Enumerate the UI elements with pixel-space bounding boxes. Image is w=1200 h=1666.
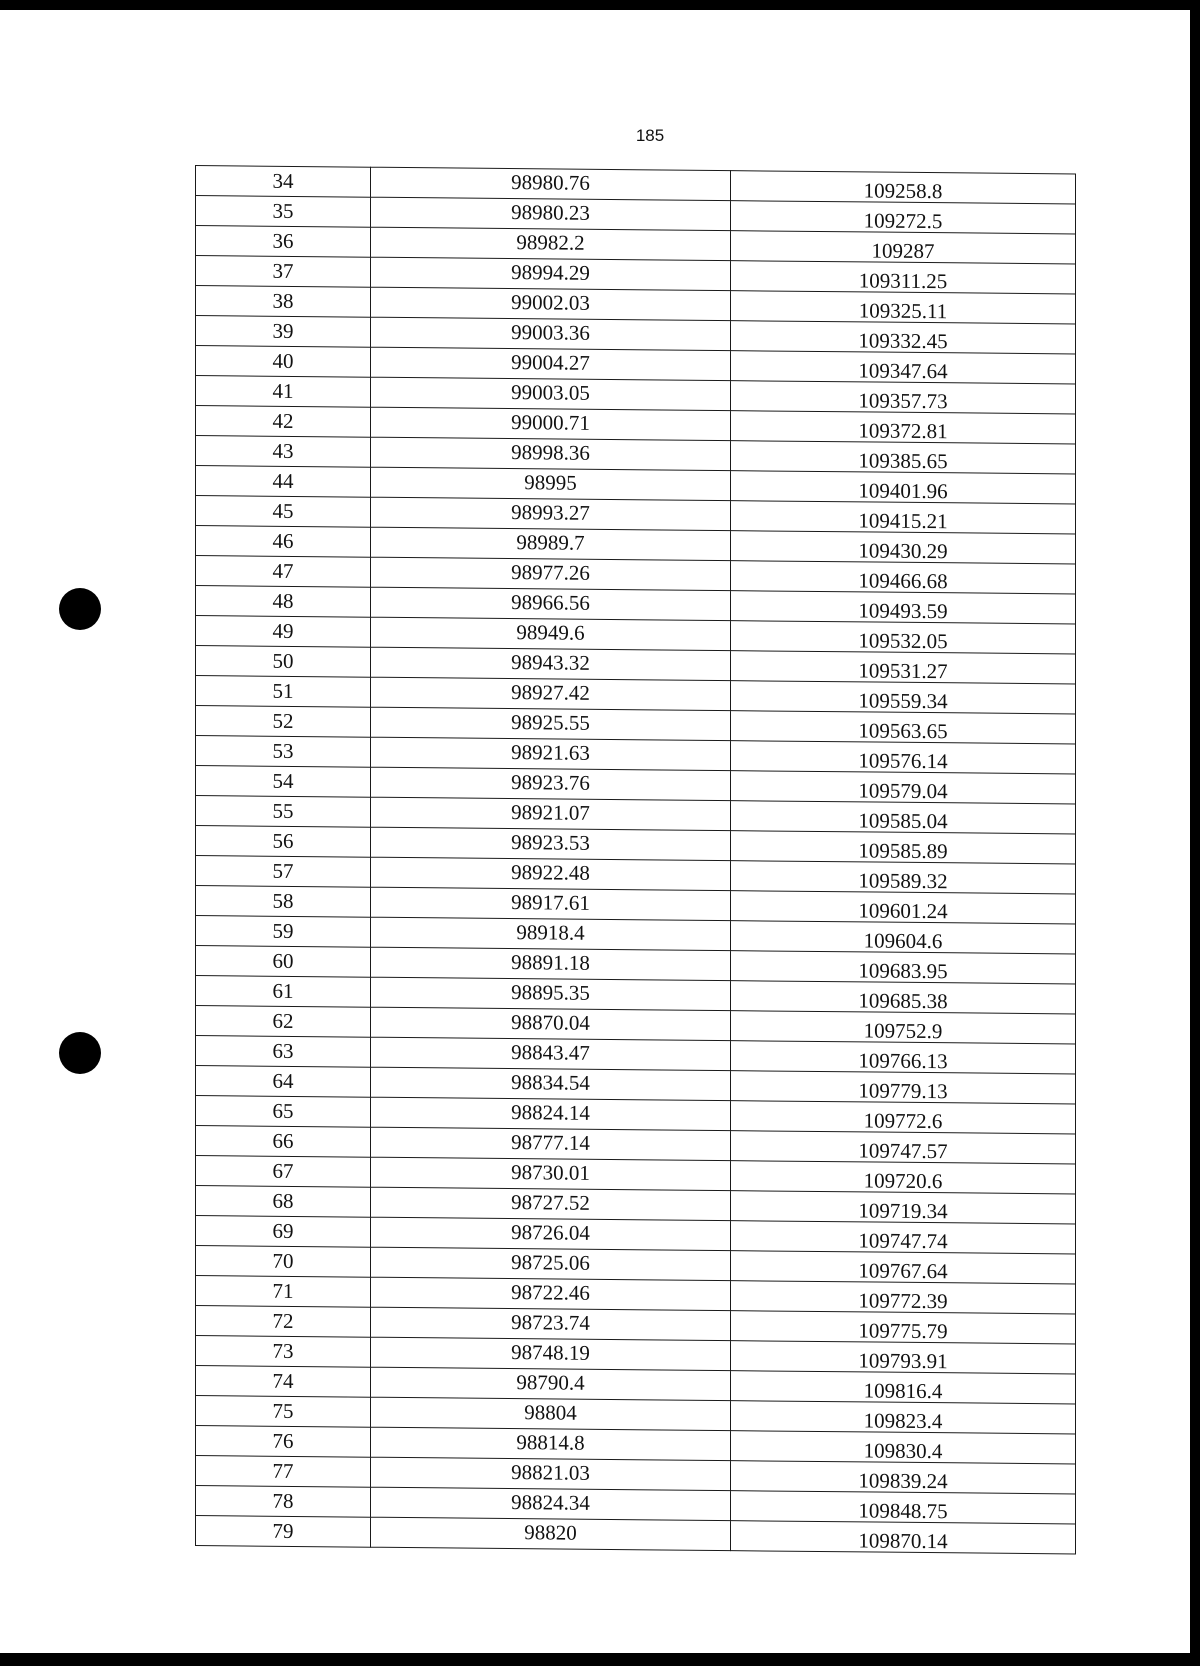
- cell-index: 64: [196, 1066, 371, 1098]
- cell-index: 78: [196, 1486, 371, 1518]
- cell-value-a: 98993.27: [371, 496, 731, 529]
- coordinate-table-wrapper: [195, 165, 1075, 1554]
- cell-value-a: 98725.06: [371, 1246, 731, 1279]
- cell-value-a: 98922.48: [371, 856, 731, 889]
- cell-value-a: 98820: [371, 1516, 731, 1549]
- cell-value-b: 109830.4: [731, 1435, 1076, 1468]
- cell-value-a: 98943.32: [371, 646, 731, 679]
- cell-value-a: 99000.71: [371, 406, 731, 439]
- cell-value-b: 109747.74: [731, 1225, 1076, 1258]
- cell-index: 42: [196, 406, 371, 438]
- cell-value-a: 98980.23: [371, 196, 731, 229]
- cell-value-b: 109372.81: [731, 415, 1076, 448]
- cell-value-b: 109258.8: [731, 175, 1076, 208]
- cell-value-b: 109779.13: [731, 1075, 1076, 1108]
- cell-index: 79: [196, 1516, 371, 1548]
- cell-index: 76: [196, 1426, 371, 1458]
- cell-index: 38: [196, 286, 371, 318]
- cell-value-b: 109775.79: [731, 1315, 1076, 1348]
- cell-value-b: 109719.34: [731, 1195, 1076, 1228]
- cell-value-a: 98925.55: [371, 706, 731, 739]
- cell-index: 34: [196, 166, 371, 198]
- cell-index: 57: [196, 856, 371, 888]
- cell-value-a: 98966.56: [371, 586, 731, 619]
- cell-value-b: 109576.14: [731, 745, 1076, 778]
- cell-index: 49: [196, 616, 371, 648]
- cell-value-b: 109332.45: [731, 325, 1076, 358]
- cell-index: 36: [196, 226, 371, 258]
- document-page: [0, 10, 1190, 1653]
- cell-index: 50: [196, 646, 371, 678]
- cell-index: 44: [196, 466, 371, 498]
- cell-index: 54: [196, 766, 371, 798]
- cell-index: 69: [196, 1216, 371, 1248]
- cell-value-b: 109531.27: [731, 655, 1076, 688]
- cell-index: 74: [196, 1366, 371, 1398]
- cell-value-a: 98804: [371, 1396, 731, 1429]
- cell-value-b: 109493.59: [731, 595, 1076, 628]
- cell-value-b: 109604.6: [731, 925, 1076, 958]
- cell-value-a: 98917.61: [371, 886, 731, 919]
- cell-value-a: 98722.46: [371, 1276, 731, 1309]
- cell-value-b: 109870.14: [731, 1525, 1076, 1558]
- cell-value-a: 99002.03: [371, 286, 731, 319]
- cell-value-b: 109559.34: [731, 685, 1076, 718]
- cell-index: 43: [196, 436, 371, 468]
- cell-value-b: 109589.32: [731, 865, 1076, 898]
- cell-value-a: 98927.42: [371, 676, 731, 709]
- cell-value-b: 109385.65: [731, 445, 1076, 478]
- cell-value-b: 109839.24: [731, 1465, 1076, 1498]
- cell-index: 47: [196, 556, 371, 588]
- cell-index: 77: [196, 1456, 371, 1488]
- cell-value-a: 98777.14: [371, 1126, 731, 1159]
- cell-index: 41: [196, 376, 371, 408]
- cell-value-b: 109772.39: [731, 1285, 1076, 1318]
- cell-value-a: 98843.47: [371, 1036, 731, 1069]
- cell-value-b: 109579.04: [731, 775, 1076, 808]
- cell-value-a: 98730.01: [371, 1156, 731, 1189]
- cell-value-a: 99003.36: [371, 316, 731, 349]
- cell-value-b: 109357.73: [731, 385, 1076, 418]
- cell-index: 70: [196, 1246, 371, 1278]
- cell-value-a: 98748.19: [371, 1336, 731, 1369]
- cell-value-a: 98834.54: [371, 1066, 731, 1099]
- cell-value-a: 98998.36: [371, 436, 731, 469]
- cell-index: 35: [196, 196, 371, 228]
- cell-value-b: 109272.5: [731, 205, 1076, 238]
- cell-value-a: 98921.07: [371, 796, 731, 829]
- cell-value-b: 109585.89: [731, 835, 1076, 868]
- cell-index: 59: [196, 916, 371, 948]
- cell-value-a: 98891.18: [371, 946, 731, 979]
- cell-value-a: 99004.27: [371, 346, 731, 379]
- cell-index: 51: [196, 676, 371, 708]
- cell-value-b: 109752.9: [731, 1015, 1076, 1048]
- cell-index: 66: [196, 1126, 371, 1158]
- cell-value-b: 109767.64: [731, 1255, 1076, 1288]
- cell-index: 48: [196, 586, 371, 618]
- cell-index: 75: [196, 1396, 371, 1428]
- cell-index: 73: [196, 1336, 371, 1368]
- cell-value-a: 98995: [371, 466, 731, 499]
- cell-value-a: 98824.14: [371, 1096, 731, 1129]
- cell-value-b: 109720.6: [731, 1165, 1076, 1198]
- cell-value-a: 98723.74: [371, 1306, 731, 1339]
- cell-value-a: 98814.8: [371, 1426, 731, 1459]
- table-body: [196, 166, 1076, 1554]
- cell-index: 37: [196, 256, 371, 288]
- cell-value-a: 98821.03: [371, 1456, 731, 1489]
- cell-value-b: 109466.68: [731, 565, 1076, 598]
- cell-value-a: 98824.34: [371, 1486, 731, 1519]
- cell-value-b: 109325.11: [731, 295, 1076, 328]
- cell-index: 56: [196, 826, 371, 858]
- cell-value-b: 109347.64: [731, 355, 1076, 388]
- cell-value-a: 98994.29: [371, 256, 731, 289]
- cell-index: 65: [196, 1096, 371, 1128]
- cell-index: 58: [196, 886, 371, 918]
- cell-index: 45: [196, 496, 371, 528]
- cell-value-b: 109415.21: [731, 505, 1076, 538]
- cell-value-a: 98977.26: [371, 556, 731, 589]
- cell-value-b: 109563.65: [731, 715, 1076, 748]
- cell-index: 55: [196, 796, 371, 828]
- cell-value-a: 98949.6: [371, 616, 731, 649]
- cell-value-a: 99003.05: [371, 376, 731, 409]
- scan-border: [0, 1653, 1200, 1666]
- cell-value-b: 109823.4: [731, 1405, 1076, 1438]
- cell-index: 61: [196, 976, 371, 1008]
- cell-value-b: 109430.29: [731, 535, 1076, 568]
- cell-value-b: 109401.96: [731, 475, 1076, 508]
- cell-value-b: 109311.25: [731, 265, 1076, 298]
- cell-value-a: 98895.35: [371, 976, 731, 1009]
- cell-value-b: 109532.05: [731, 625, 1076, 658]
- cell-value-a: 98790.4: [371, 1366, 731, 1399]
- cell-index: 39: [196, 316, 371, 348]
- cell-value-a: 98989.7: [371, 526, 731, 559]
- punch-hole-mark: [59, 1032, 101, 1074]
- cell-value-b: 109793.91: [731, 1345, 1076, 1378]
- cell-index: 71: [196, 1276, 371, 1308]
- cell-value-b: 109601.24: [731, 895, 1076, 928]
- cell-value-b: 109772.6: [731, 1105, 1076, 1138]
- cell-value-a: 98980.76: [371, 166, 731, 199]
- cell-value-a: 98726.04: [371, 1216, 731, 1249]
- cell-index: 52: [196, 706, 371, 738]
- cell-value-b: 109766.13: [731, 1045, 1076, 1078]
- coordinate-table: [195, 165, 1076, 1554]
- punch-hole-mark: [59, 588, 101, 630]
- cell-index: 46: [196, 526, 371, 558]
- cell-value-b: 109816.4: [731, 1375, 1076, 1408]
- cell-value-b: 109747.57: [731, 1135, 1076, 1168]
- cell-index: 40: [196, 346, 371, 378]
- cell-index: 63: [196, 1036, 371, 1068]
- cell-value-a: 98870.04: [371, 1006, 731, 1039]
- cell-value-b: 109683.95: [731, 955, 1076, 988]
- cell-index: 68: [196, 1186, 371, 1218]
- cell-index: 60: [196, 946, 371, 978]
- page-number: 185: [635, 126, 665, 145]
- cell-index: 62: [196, 1006, 371, 1038]
- cell-value-a: 98921.63: [371, 736, 731, 769]
- cell-value-a: 98918.4: [371, 916, 731, 949]
- cell-value-b: 109585.04: [731, 805, 1076, 838]
- cell-value-b: 109685.38: [731, 985, 1076, 1018]
- cell-value-a: 98923.76: [371, 766, 731, 799]
- cell-index: 67: [196, 1156, 371, 1188]
- cell-index: 53: [196, 736, 371, 768]
- cell-value-a: 98982.2: [371, 226, 731, 259]
- cell-value-b: 109287: [731, 235, 1076, 268]
- cell-value-b: 109848.75: [731, 1495, 1076, 1528]
- cell-value-a: 98923.53: [371, 826, 731, 859]
- cell-index: 72: [196, 1306, 371, 1338]
- cell-value-a: 98727.52: [371, 1186, 731, 1219]
